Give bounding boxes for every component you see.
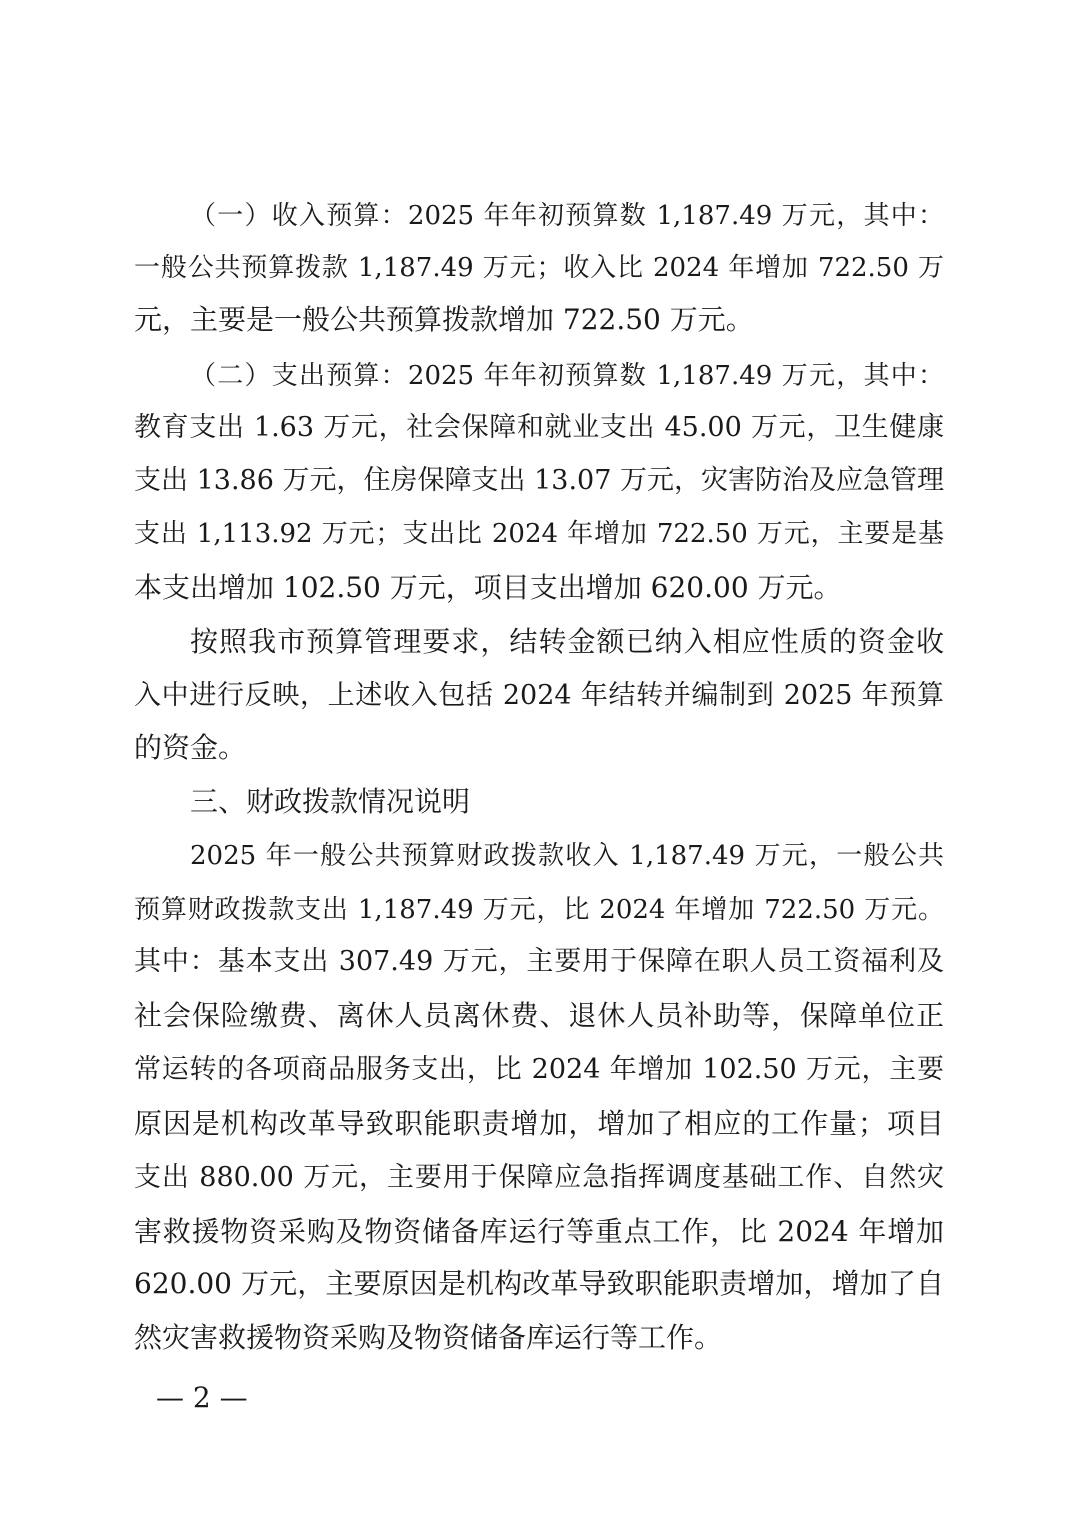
page-number: — 2 — bbox=[156, 1381, 248, 1414]
text-line: 害救援物资采购及物资储备库运行等重点工作，比 2024 年增加 bbox=[134, 1215, 944, 1248]
text-line: 支出 1,113.92 万元；支出比 2024 年增加 722.50 万元，主要是基 bbox=[134, 519, 944, 549]
text-line: 支出 13.86 万元，住房保障支出 13.07 万元，灾害防治及应急管理 bbox=[134, 465, 944, 496]
text-line: 常运转的各项商品服务支出，比 2024 年增加 102.50 万元，主要 bbox=[134, 1054, 944, 1085]
text-line: 入中进行反映，上述收入包括 2024 年结转并编制到 2025 年预算 bbox=[134, 680, 944, 711]
text-line: 社会保险缴费、离休人员离休费、退休人员补助等，保障单位正 bbox=[134, 999, 944, 1032]
text-line: 2025 年一般公共预算财政拨款收入 1,187.49 万元，一般公共 bbox=[190, 841, 944, 871]
text-line: 支出 880.00 万元，主要用于保障应急指挥调度基础工作、自然灾 bbox=[134, 1162, 944, 1193]
text-line: （一）收入预算：2025 年年初预算数 1,187.49 万元，其中： bbox=[190, 201, 944, 231]
text-line: 其中：基本支出 307.49 万元，主要用于保障在职人员工资福利及 bbox=[134, 946, 944, 977]
text-line: 620.00 万元，主要原因是机构改革导致职能职责增加，增加了自 bbox=[134, 1267, 944, 1300]
text-line: 元，主要是一般公共预算拨款增加 722.50 万元。 bbox=[134, 303, 754, 336]
text-line: 本支出增加 102.50 万元，项目支出增加 620.00 万元。 bbox=[134, 571, 842, 604]
text-line: 预算财政拨款支出 1,187.49 万元，比 2024 年增加 722.50 万元。 bbox=[134, 895, 944, 925]
text-line: （二）支出预算：2025 年年初预算数 1,187.49 万元，其中： bbox=[190, 361, 944, 391]
text-line: 一般公共预算拨款 1,187.49 万元；收入比 2024 年增加 722.50 万 bbox=[134, 253, 944, 283]
text-line: 按照我市预算管理要求，结转金额已纳入相应性质的资金收 bbox=[190, 625, 944, 658]
text-line: 然灾害救援物资采购及物资储备库运行等工作。 bbox=[134, 1321, 723, 1354]
section-heading: 三、财政拨款情况说明 bbox=[190, 785, 471, 818]
text-line: 教育支出 1.63 万元，社会保障和就业支出 45.00 万元，卫生健康 bbox=[134, 412, 944, 443]
text-line: 原因是机构改革导致职能职责增加，增加了相应的工作量；项目 bbox=[134, 1107, 944, 1140]
text-line: 的资金。 bbox=[134, 731, 247, 764]
